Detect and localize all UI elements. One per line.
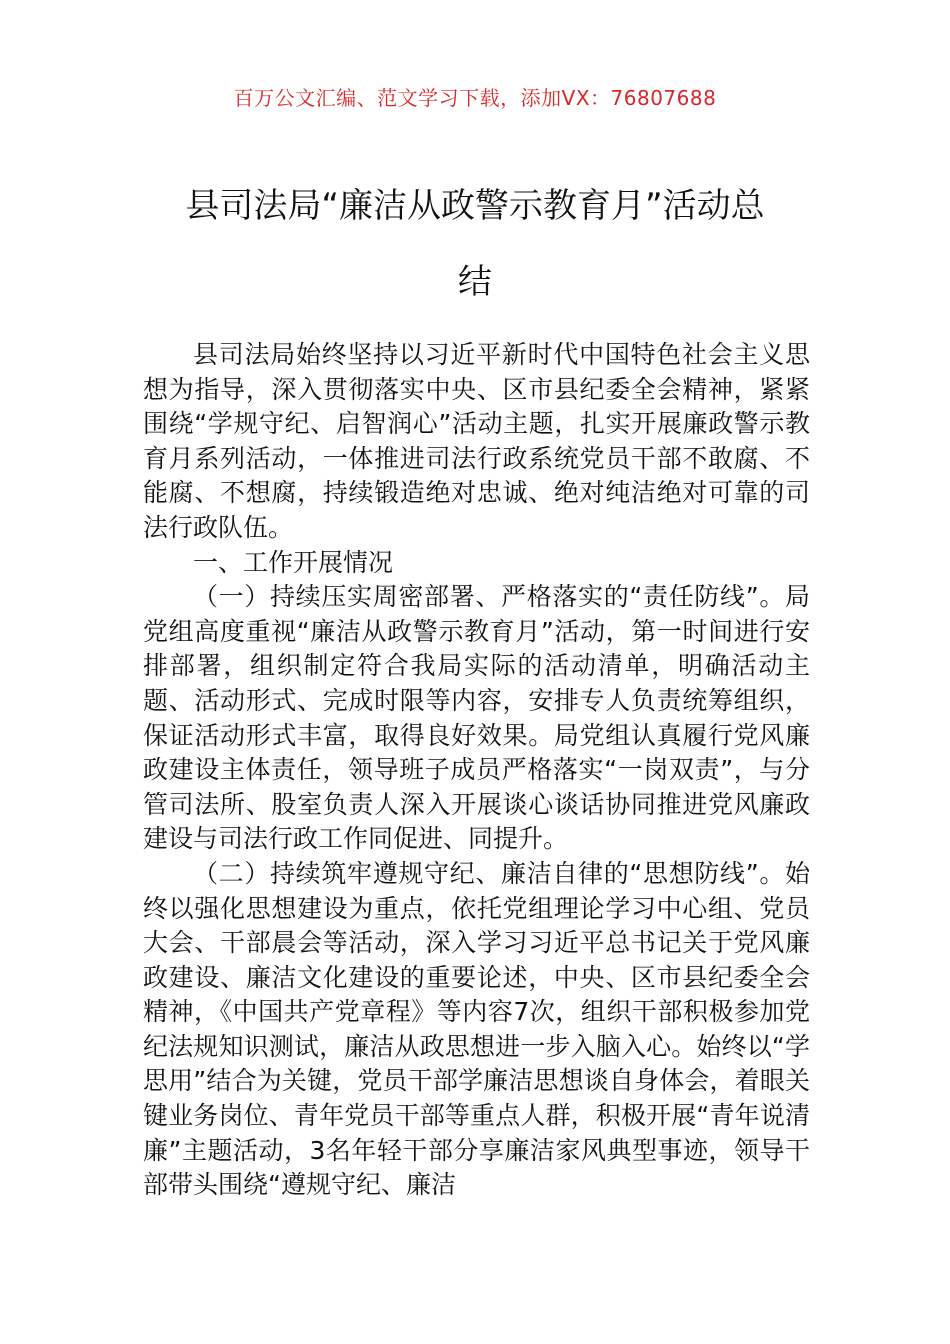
title-line-2: 结 (458, 262, 492, 302)
section-heading-1: 一、工作开展情况 (193, 547, 394, 577)
title-line-1: 县司法局“廉洁从政警示教育月”活动总 (185, 186, 765, 226)
document-body (143, 338, 810, 1203)
item-paragraph-1: （一）持续压实周密部署、严格落实的“责任防线”。局党组高度重视“廉洁从政警示教育月”活动，第一时间进行安排部署，组织制定符合我局实际的活动清单，明确活动主题、活动形式、完成时限等内容，安排专人负责统筹组织，保证活动形式丰富，取得良好效果。局党组认真履行党风廉政建设主体责任，领导班子成员严格落实“一岗双责”，与分管司法所、股室负责人深入开展谈心谈话协同推进党风廉政建设与司法行政工作同促进、同提升。 (143, 582, 810, 854)
intro-paragraph: 县司法局始终坚持以习近平新时代中国特色社会主义思想为指导，深入贯彻落实中央、区市县纪委全会精神，紧紧围绕“学规守纪、启智润心”活动主题，扎实开展廉政警示教育月系列活动，一体推进司法行政系统党员干部不敢腐、不能腐、不想腐，持续锻造绝对忠诚、绝对纯洁绝对可靠的司法行政队伍。 (143, 340, 810, 542)
document-title (120, 168, 830, 320)
header-watermark-note: 百万公文汇编、范文学习下载，添加VX：76807688 (233, 86, 717, 110)
item-paragraph-2: （二）持续筑牢遵规守纪、廉洁自律的“思想防线”。始终以强化思想建设为重点，依托党组理论学习中心组、党员大会、干部晨会等活动，深入学习习近平总书记关于党风廉政建设、廉洁文化建设的重要论述，中央、区市县纪委全会精神，《中国共产党章程》等内容7次，组织干部积极参加党纪法规知识测试，廉洁从政思想进一步入脑入心。始终以“学思用”结合为关键，党员干部学廉洁思想谈自身体会，着眼关键业务岗位、青年党员干部等重点人群，积极开展“青年说清廉”主题活动，3名年轻干部分享廉洁家风典型事迹，领导干部带头围绕“遵规守纪、廉洁 (143, 858, 810, 1200)
